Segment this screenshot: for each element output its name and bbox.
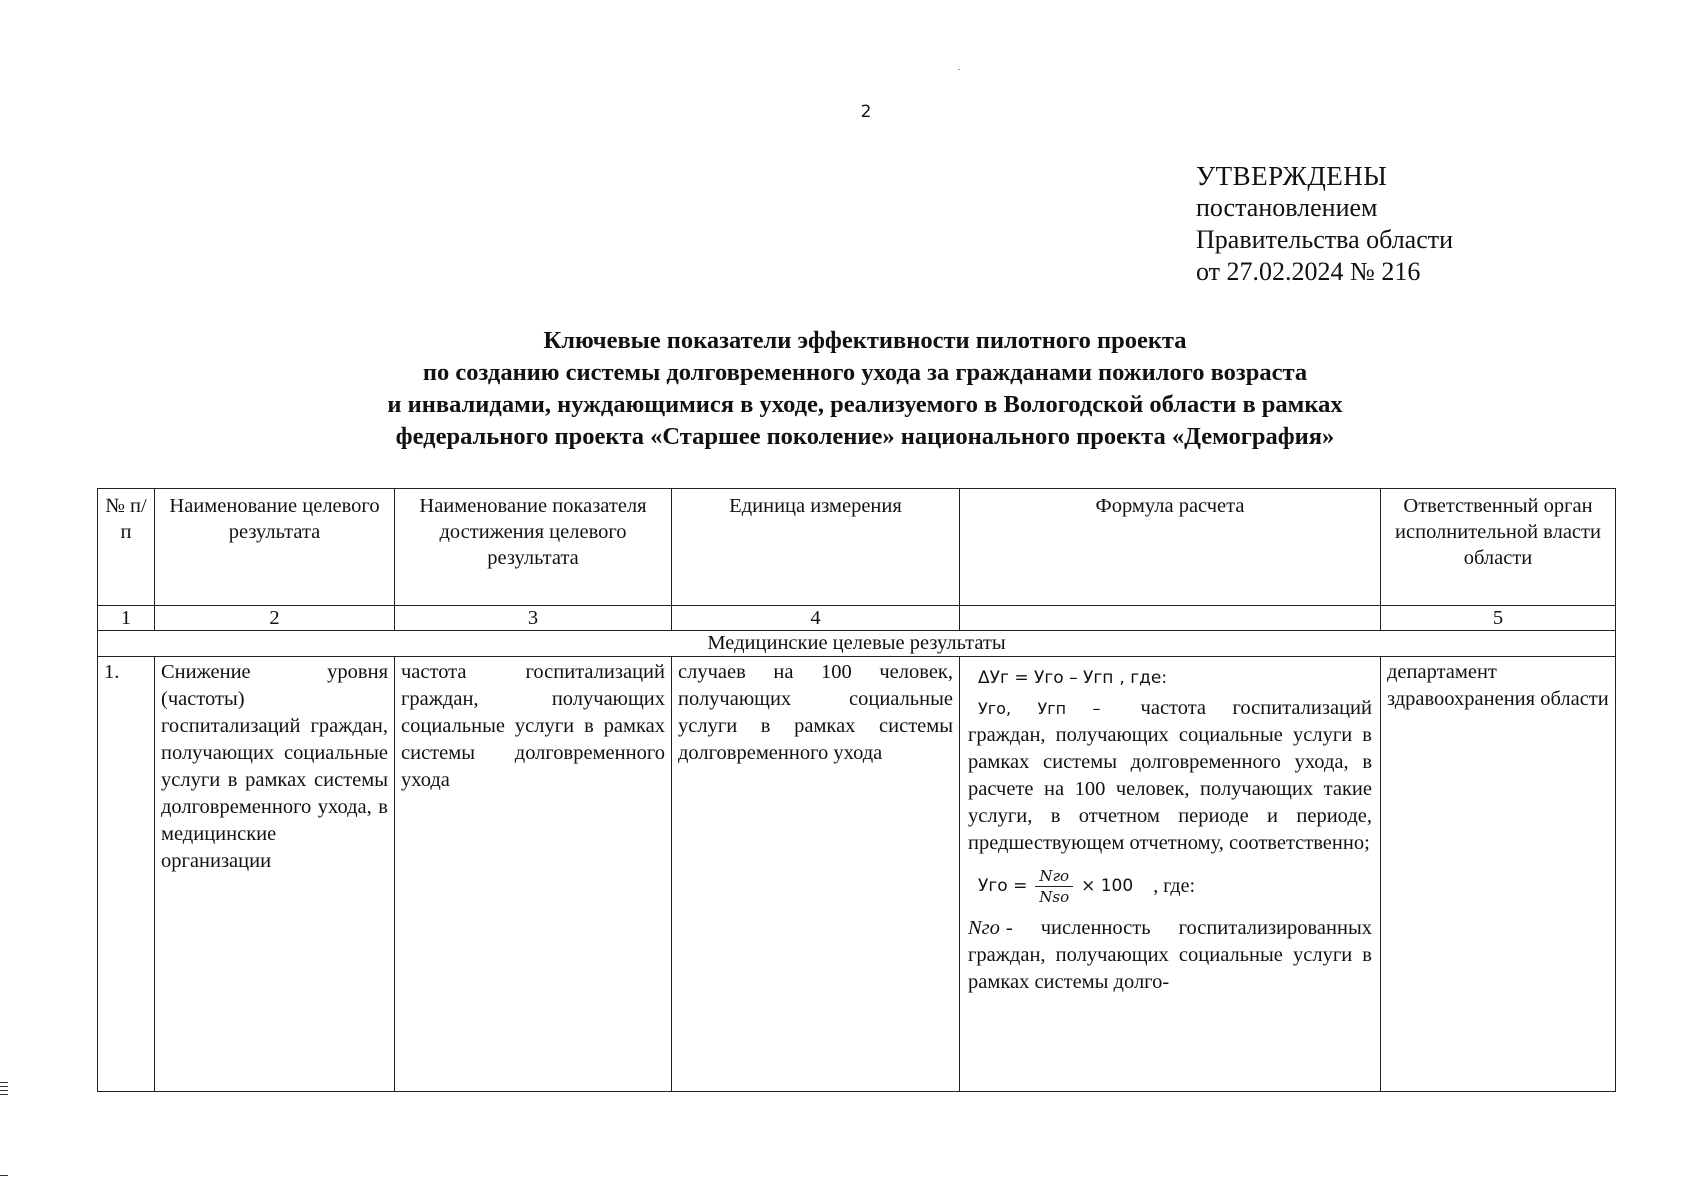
column-number: 1 xyxy=(98,606,155,631)
unit-cell: случаев на 100 человек, получающих социальные услуги в рамках системы долговременного ухода xyxy=(672,657,960,1092)
indicator-cell: частота госпитализаций граждан, получающих социальные услуги в рамках системы долговременного ухода xyxy=(395,657,672,1092)
section-row xyxy=(98,631,1616,657)
col-header-num: № п/п xyxy=(98,489,155,606)
title-line: Ключевые показатели эффективности пилотного проекта xyxy=(543,327,1187,354)
margin-mark xyxy=(0,1175,8,1176)
header-row xyxy=(98,489,1616,606)
column-number: 4 xyxy=(672,606,960,631)
title-line: по созданию системы долговременного ухода за гражданами пожилого возраста xyxy=(422,359,1308,386)
responsible-cell: департамент здравоохранения области xyxy=(1381,657,1616,1092)
approval-title: УТВЕРЖДЕНЫ xyxy=(1196,161,1388,191)
approval-stamp xyxy=(1196,160,1453,288)
fraction-denominator: Nso xyxy=(1039,887,1070,906)
margin-mark xyxy=(0,1094,8,1095)
column-number xyxy=(960,606,1381,631)
fraction-numerator: Nгo xyxy=(1035,866,1073,887)
scan-artifact xyxy=(958,69,960,70)
formula-definition xyxy=(968,695,1372,857)
definition-text: частота госпитализаций граждан, получающих социальные услуги в рамках системы долговременного ухода, в расчете на 100 человек, получающих такие услуги, в отчетном периоде и периоде, предшествующем отчетному, соответственно; xyxy=(968,697,1372,854)
formula-fraction xyxy=(1035,866,1073,907)
result-cell: Снижение уровня (частоты) госпитализаций граждан, получающих социальные услуги в рамках системы долговременного ухода, в медицинские организации xyxy=(155,657,395,1092)
column-number-row xyxy=(98,606,1616,631)
col-header-result: Наименование целевого результата xyxy=(155,489,395,606)
document-title xyxy=(200,325,1530,453)
col-header-formula: Формула расчета xyxy=(960,489,1381,606)
margin-mark xyxy=(0,1086,8,1087)
column-number: 3 xyxy=(395,606,672,631)
formula-cell xyxy=(960,657,1381,1092)
formula-rate xyxy=(968,857,1372,915)
formula-right: × 100 xyxy=(1081,875,1134,896)
margin-mark xyxy=(0,1082,8,1083)
title-line: федерального проекта «Старшее поколение» национального проекта «Демография» xyxy=(395,423,1335,450)
formula-symbol: Nгo xyxy=(968,917,1000,939)
formula-symbols: Угo, Угп – xyxy=(978,699,1101,718)
approval-date: от 27.02.2024 № 216 xyxy=(1196,257,1421,286)
page-number: 2 xyxy=(860,102,872,122)
formula-delta xyxy=(968,661,1372,695)
column-number: 2 xyxy=(155,606,395,631)
row-number: 1. xyxy=(98,657,155,1092)
formula-suffix: , где: xyxy=(1119,667,1168,688)
column-number: 5 xyxy=(1381,606,1616,631)
kpi-table xyxy=(97,488,1616,1092)
col-header-unit: Единица измерения xyxy=(672,489,960,606)
col-header-responsible: Ответственный орган исполнительной власти области xyxy=(1381,489,1616,606)
formula-expression: ΔУг = Угo – Угп xyxy=(978,667,1114,688)
approval-line: постановлением xyxy=(1196,193,1378,222)
formula-left: Угo = xyxy=(978,875,1028,896)
col-header-indicator: Наименование показателя достижения целевого результата xyxy=(395,489,672,606)
section-title: Медицинские целевые результаты xyxy=(98,631,1616,657)
title-line: и инвалидами, нуждающимися в уходе, реализуемого в Вологодской области в рамках xyxy=(387,391,1343,418)
formula-definition xyxy=(968,915,1372,996)
definition-text: - численность госпитализированных граждан, получающих социальные услуги в рамках системы долго- xyxy=(968,917,1372,993)
approval-line: Правительства области xyxy=(1196,225,1454,254)
table-row xyxy=(98,657,1616,1092)
formula-suffix: , где: xyxy=(1153,874,1196,897)
margin-mark xyxy=(0,1090,8,1091)
